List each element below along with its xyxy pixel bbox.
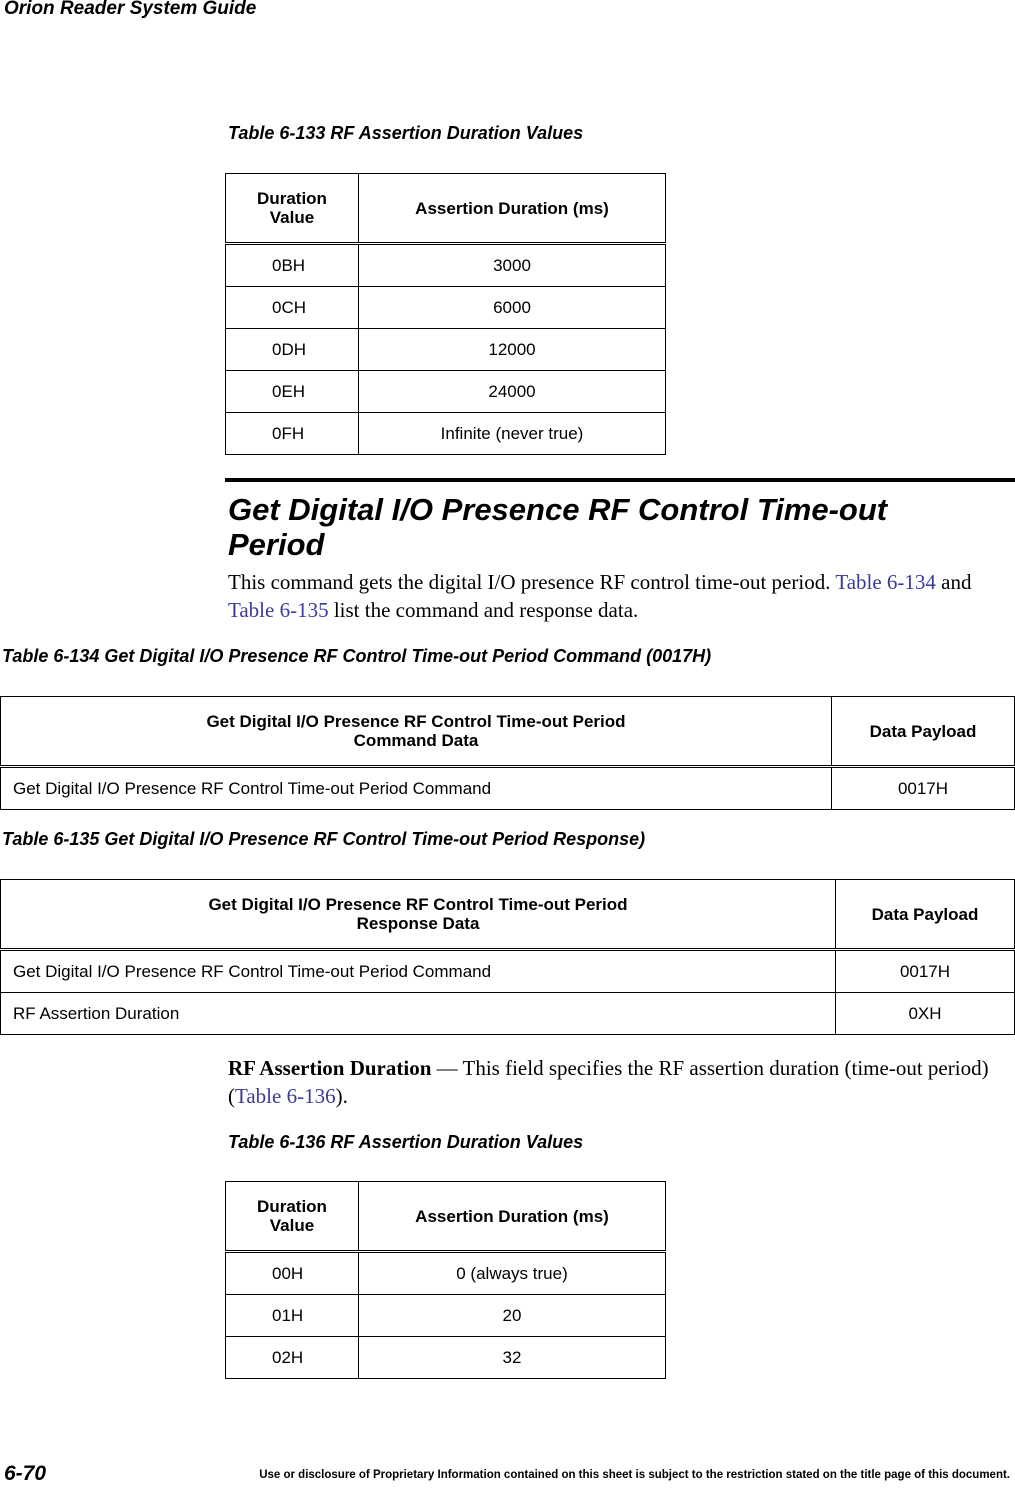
table-row: Get Digital I/O Presence RF Control Time-out Period Command 0017H [1, 767, 1015, 810]
running-header-title: Orion Reader System Guide [4, 0, 257, 19]
table-row: 02H 32 [226, 1337, 666, 1379]
field-description-paragraph: RF Assertion Duration — This field specifies the RF assertion duration (time-out period) (Table 6-136). [228, 1056, 989, 1108]
section-paragraph: This command gets the digital I/O presence RF control time-out period. Table 6-134 and Table 6-135 list the command and response data. [228, 570, 972, 622]
table-header-row [1, 697, 1015, 767]
section-heading: Get Digital I/O Presence RF Control Time-out Period [228, 492, 888, 562]
table-row: RF Assertion Duration 0XH [1, 993, 1015, 1035]
table-row: 0BH 3000 [226, 244, 666, 287]
table-row: Get Digital I/O Presence RF Control Time-out Period Command 0017H [1, 950, 1015, 993]
field-term: RF Assertion Duration [228, 1056, 432, 1080]
table-6-134-link[interactable]: Table 6-134 [835, 570, 936, 594]
column-header-data-payload: Data Payload [836, 880, 1015, 950]
table-row: 00H 0 (always true) [226, 1252, 666, 1295]
table-header-row [1, 880, 1015, 950]
column-header-response-data: Get Digital I/O Presence RF Control Time-out Period Response Data [1, 880, 836, 950]
column-header-assertion-duration: Assertion Duration (ms) [359, 174, 666, 244]
table-row: 0CH 6000 [226, 287, 666, 329]
table-134 [0, 696, 1015, 810]
table-header-row [226, 174, 666, 244]
table-133 [225, 173, 666, 455]
table-row: 0EH 24000 [226, 371, 666, 413]
column-header-command-data: Get Digital I/O Presence RF Control Time-out Period Command Data [1, 697, 832, 767]
column-header-data-payload: Data Payload [832, 697, 1015, 767]
table-135 [0, 879, 1015, 1035]
column-header-duration-value: Duration Value [226, 174, 359, 244]
table-6-135-link[interactable]: Table 6-135 [228, 598, 329, 622]
page-number: 6-70 [4, 1462, 47, 1485]
proprietary-notice: Use or disclosure of Proprietary Information contained on this sheet is subject to the restriction stated on the title page of this document. [259, 1469, 1010, 1481]
table-133-caption: Table 6-133 RF Assertion Duration Values [228, 123, 584, 143]
table-row: 0FH Infinite (never true) [226, 413, 666, 455]
table-136 [225, 1181, 666, 1379]
table-134-caption: Table 6-134 Get Digital I/O Presence RF Control Time-out Period Command (0017H) [2, 646, 712, 666]
section-rule [225, 478, 1015, 482]
column-header-assertion-duration: Assertion Duration (ms) [359, 1182, 666, 1252]
table-135-caption: Table 6-135 Get Digital I/O Presence RF Control Time-out Period Response) [2, 829, 646, 849]
table-136-caption: Table 6-136 RF Assertion Duration Values [228, 1132, 584, 1152]
table-header-row [226, 1182, 666, 1252]
column-header-duration-value: Duration Value [226, 1182, 359, 1252]
table-row: 01H 20 [226, 1295, 666, 1337]
table-6-136-link[interactable]: Table 6-136 [235, 1084, 336, 1108]
table-row: 0DH 12000 [226, 329, 666, 371]
